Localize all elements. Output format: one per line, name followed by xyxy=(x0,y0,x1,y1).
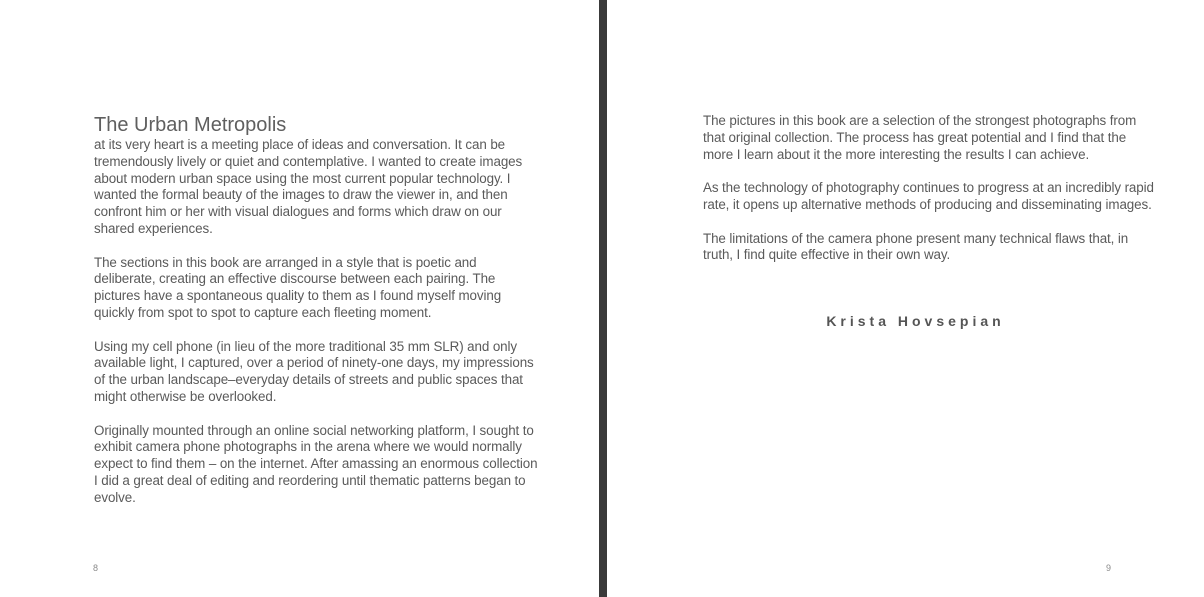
page-title: The Urban Metropolis xyxy=(94,114,287,136)
page-number-left: 8 xyxy=(93,563,99,573)
left-paragraph-3: Using my cell phone (in lieu of the more traditional 35 mm SLR) and only available light, I captured, over a period of ninety-one days, my impressions of the urban landscape–everyday details of streets and public spaces that might otherwise be overlooked. xyxy=(94,338,534,404)
left-paragraph-2: The sections in this book are arranged in a style that is poetic and deliberate, creating an effective discourse between each pairing. The pictures have a spontaneous quality to them as I found myself moving quickly from spot to spot to capture each fleeting moment. xyxy=(94,254,502,320)
book-gutter xyxy=(599,0,607,597)
page-number-right: 9 xyxy=(1106,563,1112,573)
right-paragraph-3: The limitations of the camera phone present many technical flaws that, in truth, I find quite effective in their own way. xyxy=(703,230,1129,263)
left-text-block xyxy=(94,113,539,523)
author-signature: Krista Hovsepian xyxy=(826,313,1005,329)
right-paragraph-1: The pictures in this book are a selection of the strongest photographs from that original collection. The process has great potential and I find that the more I learn about it the more interesting the results I can achieve. xyxy=(703,113,1137,162)
right-paragraph-2: As the technology of photography continues to progress at an incredibly rapid rate, it opens up alternative methods of producing and disseminating images. xyxy=(703,180,1154,212)
right-text-block xyxy=(703,113,1155,281)
left-page xyxy=(0,0,599,597)
right-page xyxy=(607,0,1204,597)
left-paragraph-4: Originally mounted through an online social networking platform, I sought to exhibit camera phone photographs in the arena where we would normally expect to find them – on the internet. After amassing an enormous collection I did a great deal of editing and reordering until thematic patterns began to evolve. xyxy=(94,422,538,505)
left-paragraph-1: at its very heart is a meeting place of ideas and conversation. It can be tremendously lively or quiet and contemplative. I wanted to create images about modern urban space using the most current popular technology. I wanted the formal beauty of the images to draw the viewer in, and then confront him or her with visual dialogues and forms which draw on our shared experiences. xyxy=(94,137,523,236)
